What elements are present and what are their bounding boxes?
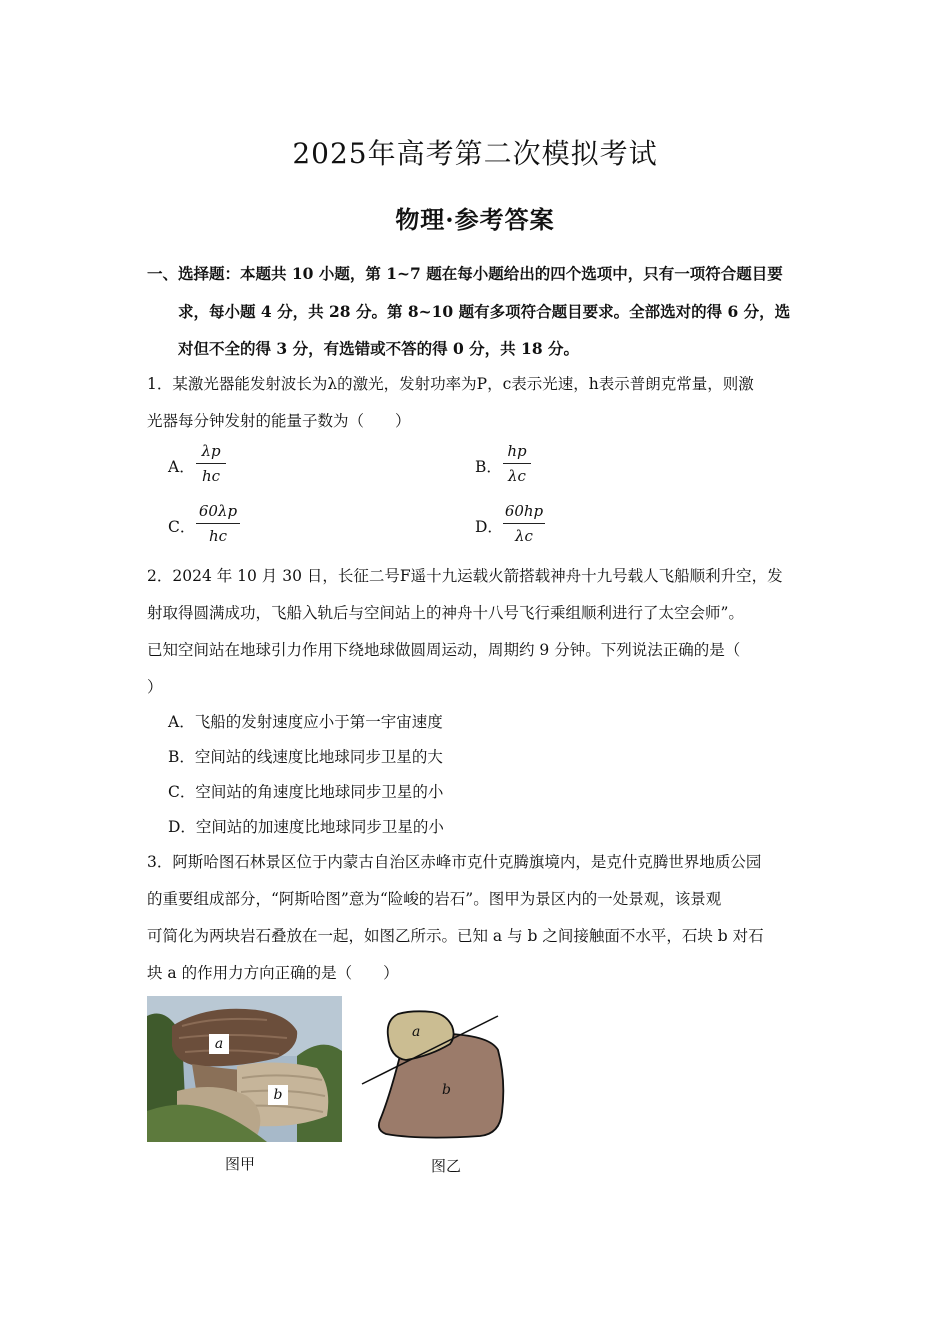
q1-option-a-label: A． xyxy=(168,458,195,476)
q1-option-a-numerator: λp xyxy=(201,442,221,460)
q1-option-d-numerator: 60hp xyxy=(504,502,544,520)
q2-option-c: C．空间站的角速度比地球同步卫星的小 xyxy=(168,783,444,801)
q3-stem-line-1: 3．阿斯哈图石林景区位于内蒙古自治区赤峰市克什克腾旗境内，是克什克腾世界地质公园 xyxy=(147,853,762,871)
rock-diagram-illustration xyxy=(360,1000,510,1140)
q1-option-a-fraction xyxy=(196,440,226,487)
q2-option-b: B．空间站的线速度比地球同步卫星的大 xyxy=(168,748,443,766)
diagram-label-a: a xyxy=(412,1024,421,1040)
rock-photo-illustration xyxy=(147,996,342,1142)
q1-option-d-label: D． xyxy=(475,518,503,536)
q1-option-d-denominator: λc xyxy=(515,527,533,545)
rock-photo xyxy=(147,996,342,1142)
fraction-bar xyxy=(196,463,226,464)
fraction-bar xyxy=(503,463,531,464)
q1-option-b-fraction xyxy=(503,440,531,487)
q2-option-a: A．飞船的发射速度应小于第一宇宙速度 xyxy=(168,713,443,731)
q2-stem-line-1: 2．2024 年 10 月 30 日，长征二号F遥十九运载火箭搭载神舟十九号载人飞船顺利升空，发 xyxy=(147,567,783,585)
q1-option-b-denominator: λc xyxy=(508,467,526,485)
q2-stem-line-4: ） xyxy=(147,678,163,696)
q2-option-d: D．空间站的加速度比地球同步卫星的小 xyxy=(168,818,444,836)
rock-diagram xyxy=(360,1000,510,1140)
q3-stem-line-4: 块 a 的作用力方向正确的是（ ） xyxy=(147,964,399,982)
q1-stem-line-1: 1．某激光器能发射波长为λ的激光，发射功率为P，c表示光速，h表示普朗克常量，则激 xyxy=(147,375,754,393)
q1-option-b-numerator: hp xyxy=(507,442,527,460)
photo-label-b: b xyxy=(268,1085,288,1105)
q1-option-d-fraction xyxy=(503,500,545,547)
q1-option-b-label: B． xyxy=(475,458,502,476)
q1-option-c-label: C． xyxy=(168,518,196,536)
q1-option-c-fraction xyxy=(196,500,240,547)
fraction-bar xyxy=(503,523,545,524)
exam-subtitle: 物理·参考答案 xyxy=(395,205,555,234)
section-heading-line-3: 对但不全的得 3 分，有选错或不答的得 0 分，共 18 分。 xyxy=(178,339,580,358)
photo-label-a: a xyxy=(209,1034,229,1054)
q2-stem-line-2: 射取得圆满成功，飞船入轨后与空间站上的神舟十八号飞行乘组顺利进行了太空会师”。 xyxy=(147,604,744,622)
diagram-label-b: b xyxy=(442,1082,451,1098)
caption-figure-a: 图甲 xyxy=(225,1155,256,1173)
section-heading-line-1: 一、选择题：本题共 10 小题，第 1~7 题在每小题给出的四个选项中，只有一项符合题目要 xyxy=(147,264,783,283)
q1-option-c-denominator: hc xyxy=(208,527,228,545)
exam-title: 2025年高考第二次模拟考试 xyxy=(292,137,658,170)
q1-option-a-denominator: hc xyxy=(201,467,221,485)
fraction-bar xyxy=(196,523,240,524)
caption-figure-b: 图乙 xyxy=(431,1157,462,1175)
q1-stem-line-2: 光器每分钟发射的能量子数为（ ） xyxy=(147,412,411,430)
q3-stem-line-3: 可简化为两块岩石叠放在一起，如图乙所示。已知 a 与 b 之间接触面不水平，石块 b 对石 xyxy=(147,927,764,945)
section-heading-line-2: 求，每小题 4 分，共 28 分。第 8~10 题有多项符合题目要求。全部选对的得 6 分，选 xyxy=(178,302,791,321)
q3-stem-line-2: 的重要组成部分，“阿斯哈图”意为“险峻的岩石”。图甲为景区内的一处景观，该景观 xyxy=(147,890,722,908)
q2-stem-line-3: 已知空间站在地球引力作用下绕地球做圆周运动，周期约 9 分钟。下列说法正确的是（ xyxy=(147,641,741,659)
q1-option-c-numerator: 60λp xyxy=(198,502,238,520)
